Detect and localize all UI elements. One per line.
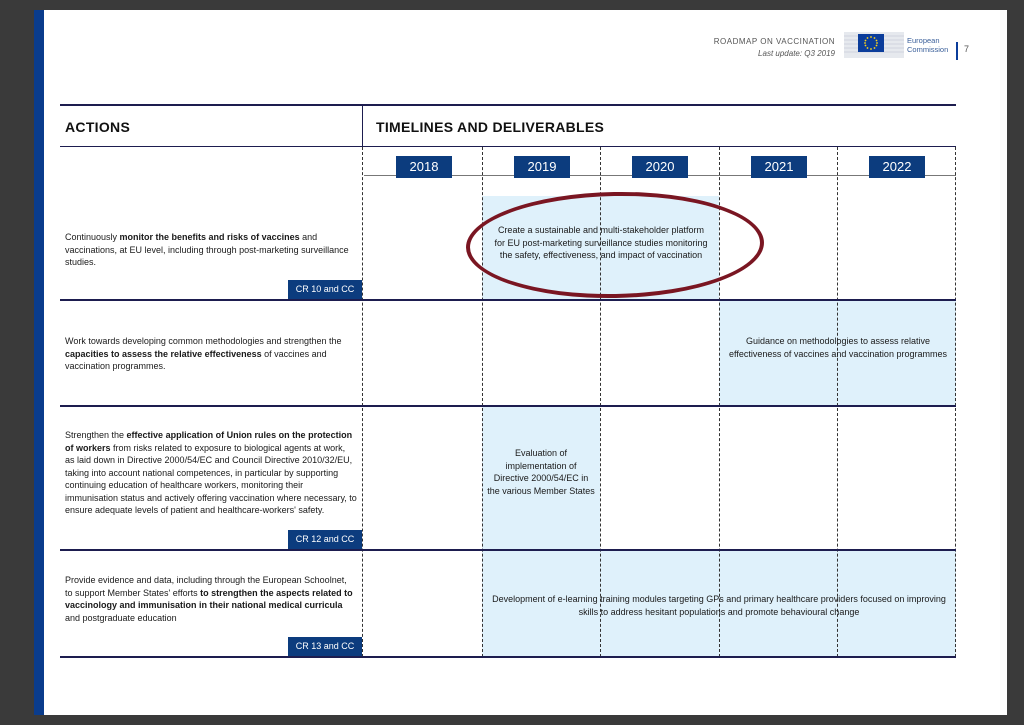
deliverable-text-row1: Create a sustainable and multi-stakeholder platform for EU post-marketing surveillance studies monitoring the safety, effectiveness, and impact of vaccination (494, 225, 708, 260)
page-number: 7 (964, 44, 970, 54)
doc-title: ROADMAP ON VACCINATION (713, 37, 835, 46)
last-update: Last update: Q3 2019 (758, 49, 835, 58)
cr-reference-row1: CR 10 and CC (288, 280, 362, 299)
timeline-left-separator (362, 147, 363, 657)
table-bottom-rule (60, 656, 956, 658)
year-separator (955, 147, 956, 657)
table-top-rule (60, 104, 956, 106)
header-column-divider (362, 104, 363, 147)
action-text-row2 (65, 335, 355, 373)
row-rule (60, 549, 956, 551)
action-text-segment: and postgraduate education (65, 612, 177, 623)
cr-reference-row3: CR 12 and CC (288, 530, 362, 549)
page-edge-bar (34, 10, 44, 715)
action-text-segment: and vaccinations, at EU level, including through post-marketing surveillance studies. (65, 232, 349, 267)
action-text-segment: Provide evidence and data, including through the European Schoolnet, to support Member States' efforts (65, 575, 347, 598)
document-header (700, 36, 835, 60)
action-text-emphasis: capacities to assess the relative effectiveness (65, 348, 262, 359)
deliverable-text-row4: Development of e-learning training modules targeting GPs and primary healthcare providers focused on improving skills to address hesitant populations and promote behavioural change (492, 594, 946, 617)
actions-column-header: ACTIONS (65, 119, 131, 135)
year-badge-2020: 2020 (632, 156, 688, 178)
year-badge-2018: 2018 (396, 156, 452, 178)
action-text-row4 (65, 574, 355, 624)
action-text-segment: of vaccines and vaccination programmes. (65, 348, 327, 371)
header-bottom-rule (60, 146, 956, 147)
deliverable-text-row3: Evaluation of implementation of Directive 2000/54/EC in the various Member States (487, 448, 595, 496)
cr-reference-row4: CR 13 and CC (288, 637, 362, 656)
action-text-segment: from risks related to exposure to biological agents at work, as laid down in Directive 2000/54/EC and Council Directive 2010/32/EU, taking into account national competences, in particular by supporting continuing education of healthcare workers, monitoring their immunisation status and actively offering vaccination where necessary, to ensure adequate levels of patient and healthcare-workers' safety. (65, 442, 357, 515)
action-text-emphasis: monitor the benefits and risks of vaccines (119, 232, 300, 242)
action-text-row1 (65, 231, 355, 269)
action-text-emphasis: effective application of Union rules on the protection of workers (65, 430, 353, 453)
year-badge-2019: 2019 (514, 156, 570, 178)
action-text-emphasis: to strengthen the aspects related to vaccinology and immunisation in their national medical curricula (65, 587, 353, 610)
year-badge-2021: 2021 (751, 156, 807, 178)
year-separator (837, 147, 838, 657)
row-rule (60, 405, 956, 407)
row-rule (60, 299, 956, 301)
deliverable-text-row2: Guidance on methodologies to assess relative effectiveness of vaccines and vaccination programmes (729, 336, 947, 359)
action-text-segment: Strengthen the (65, 430, 127, 440)
year-badge-2022: 2022 (869, 156, 925, 178)
action-text-segment: Continuously (65, 232, 120, 242)
eu-flag-icon (858, 34, 884, 52)
header-separator (956, 42, 958, 60)
action-text-row3 (65, 429, 357, 517)
timelines-column-header: TIMELINES AND DELIVERABLES (376, 119, 605, 135)
european-commission-logo (844, 26, 956, 62)
organisation-name: European Commission (907, 36, 949, 54)
action-text-segment: Work towards developing common methodologies and strengthen the (65, 336, 342, 346)
